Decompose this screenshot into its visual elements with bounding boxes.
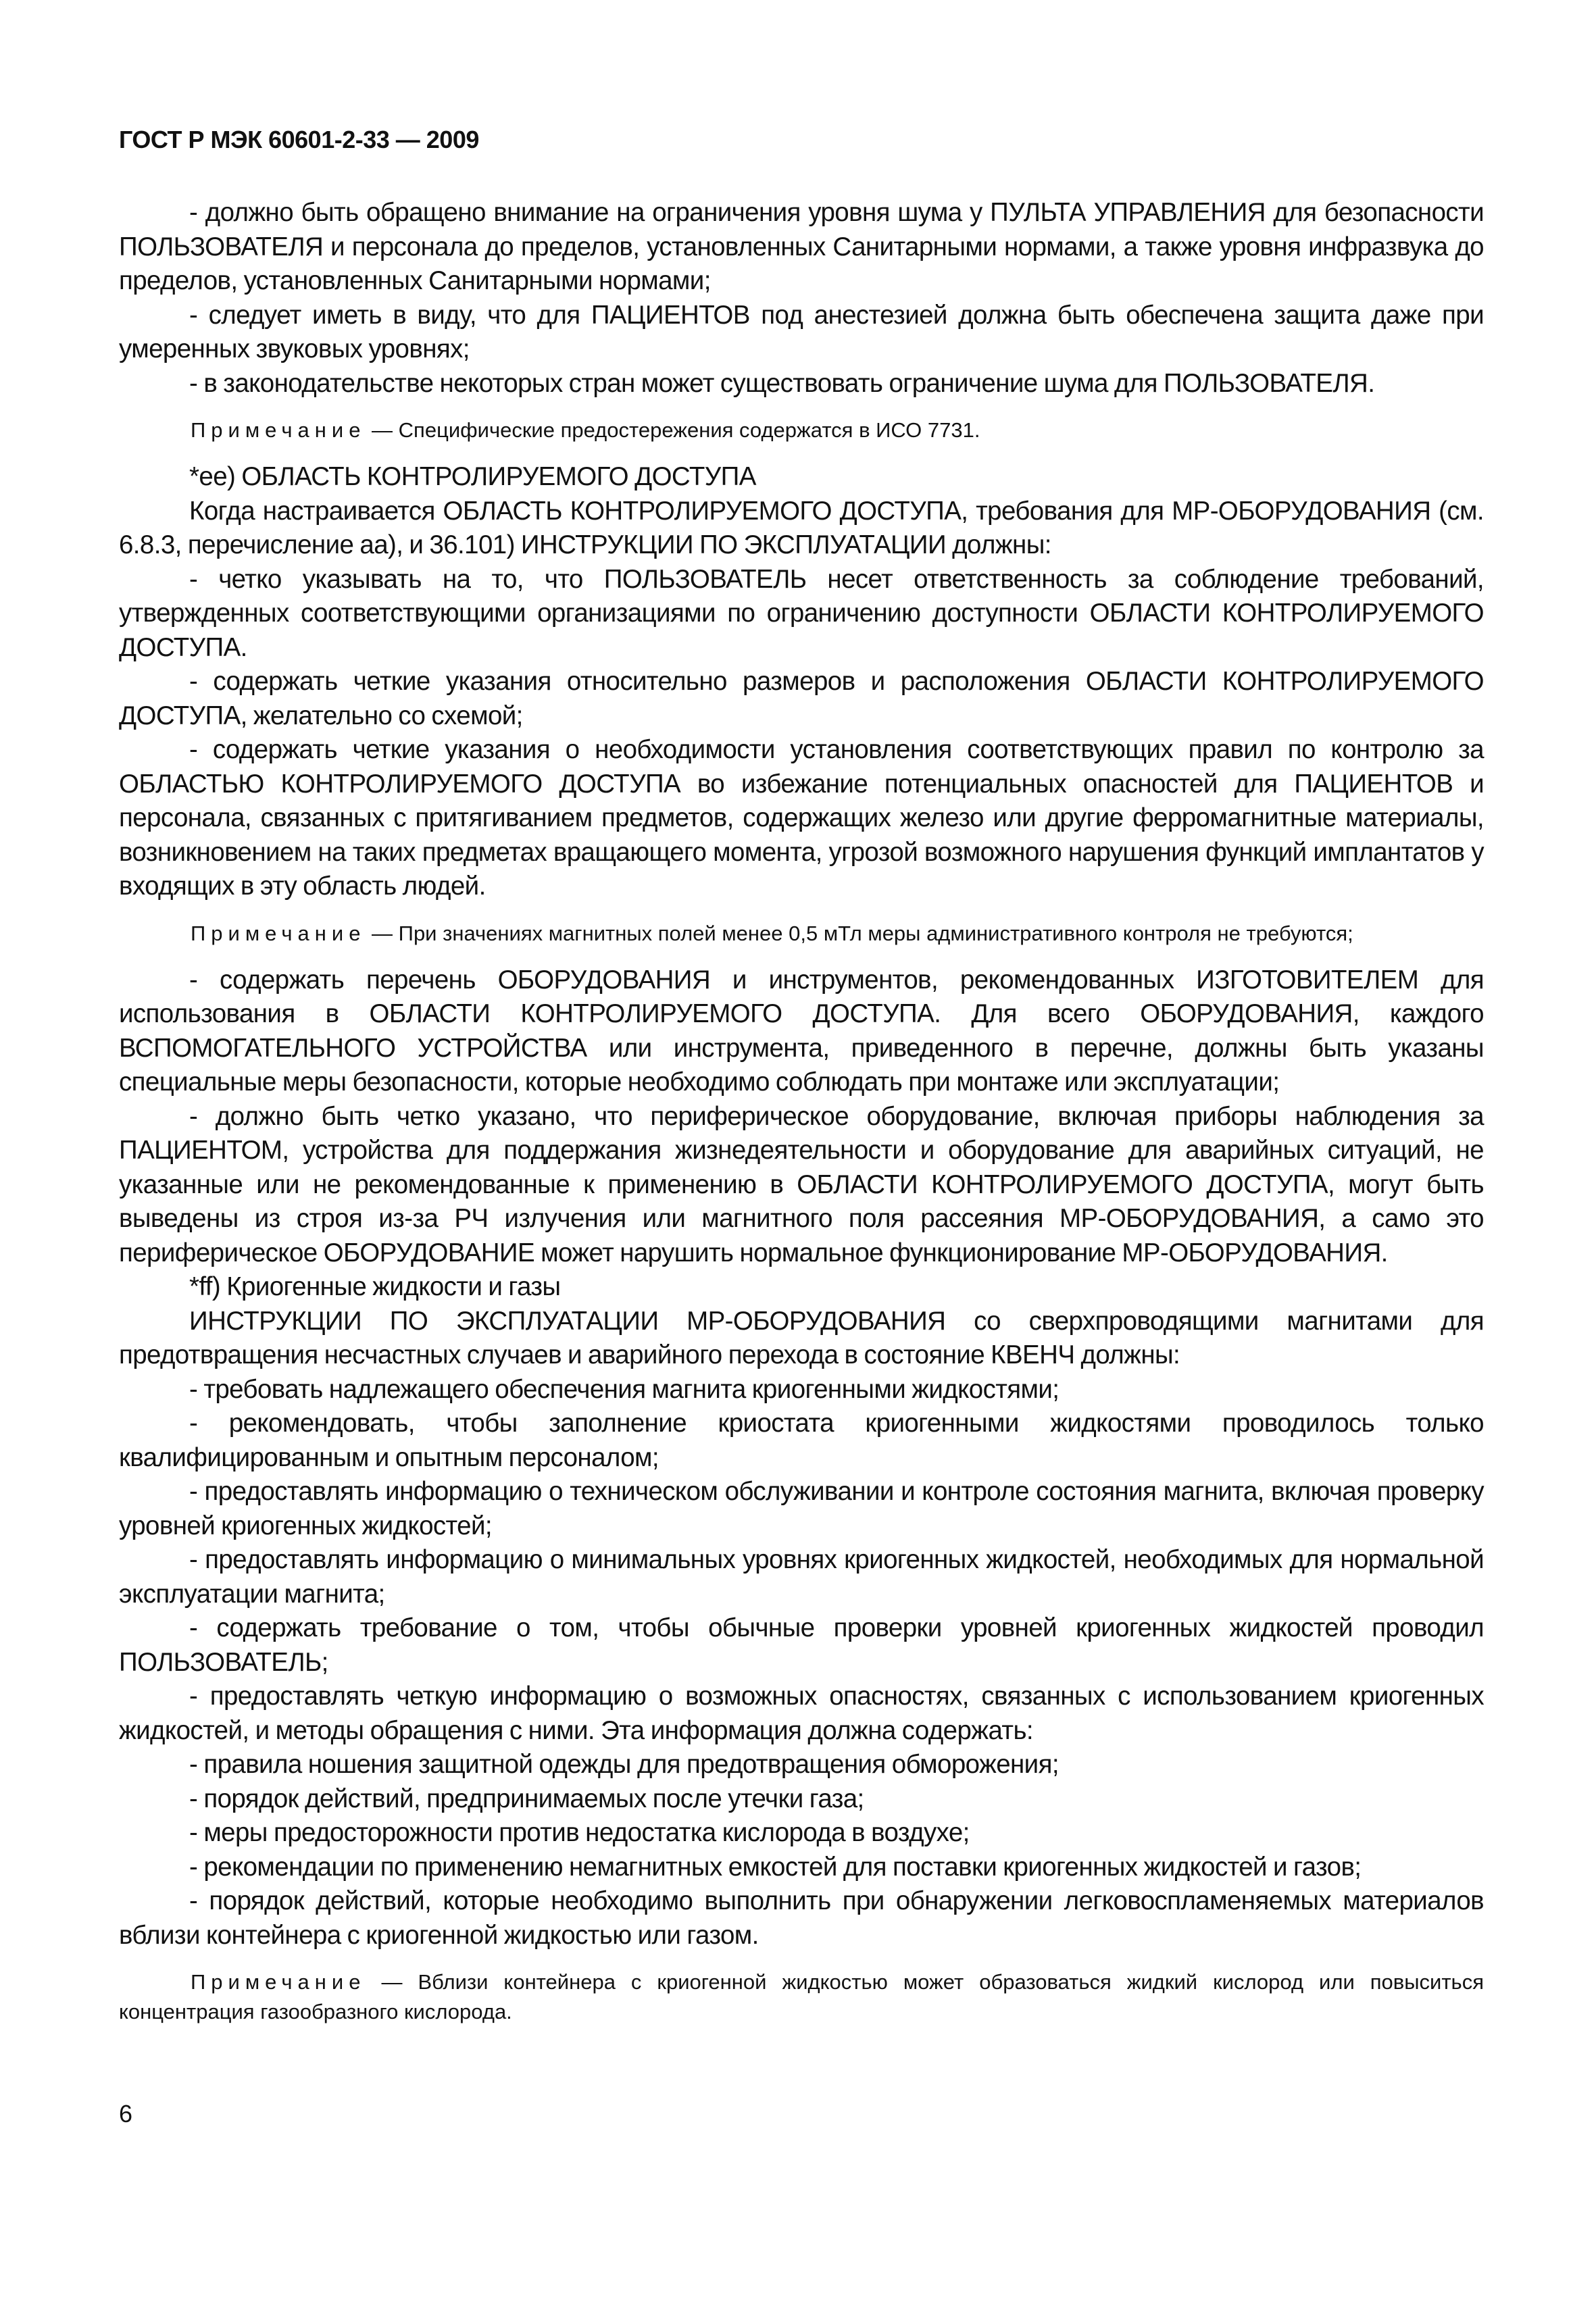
paragraph-equipment-list: - содержать перечень ОБОРУДОВАНИЯ и инструментов, рекомендованных ИЗГОТОВИТЕЛЕМ для использования в ОБЛАСТИ КОНТРОЛИРУЕМОГО ДОСТУПА. Для всего ОБОРУДОВАНИЯ, каждого ВСПОМОГАТЕЛЬНОГО УСТРОЙСТВА или инструмента, приведенного в перечне, должны быть указаны специальные меры безопасности, которые необходимо соблюдать при монтаже или эксплуатации; bbox=[119, 965, 1484, 1097]
paragraph-area-dimensions: - содержать четкие указания относительно размеров и расположения ОБЛАСТИ КОНТРОЛИРУЕМОГО ДОСТУПА, желательно со схемой; bbox=[119, 667, 1484, 730]
paragraph-user-checks: - содержать требование о том, чтобы обычные проверки уровней криогенных жидкостей проводил ПОЛЬЗОВАТЕЛЬ; bbox=[119, 1613, 1484, 1677]
paragraph-maintenance-info: - предоставлять информацию о техническом обслуживании и контроле состояния магнита, включая проверку уровней криогенных жидкостей; bbox=[119, 1477, 1484, 1540]
section-heading-ee: *ее) ОБЛАСТЬ КОНТРОЛИРУЕМОГО ДОСТУПА bbox=[189, 462, 756, 491]
note-label: Примечание bbox=[191, 1970, 366, 1994]
paragraph-access-rules: - содержать четкие указания о необходимости установления соответствующих правил по контролю за ОБЛАСТЬЮ КОНТРОЛИРУЕМОГО ДОСТУПА во избежание потенциальных опасностей для ПАЦИЕНТОВ и персонала, связанных с притягиванием предметов, содержащих железо или другие ферромагнитные материалы, возникновением на таких предметах вращающего момента, угрозой возможного нарушения функций имплантатов у входящих в эту область людей. bbox=[119, 735, 1484, 901]
paragraph-controlled-access-intro: Когда настраивается ОБЛАСТЬ КОНТРОЛИРУЕМОГО ДОСТУПА, требования для МР-ОБОРУДОВАНИЯ (см. 6.8.3, перечисление аа), и 36.101) ИНСТРУКЦИИ ПО ЭКСПЛУАТАЦИИ должны: bbox=[119, 496, 1484, 559]
list-item-flammable-materials: - порядок действий, которые необходимо выполнить при обнаружении легковоспламеняемых материалов вблизи контейнера с криогенной жидкостью или газом. bbox=[119, 1886, 1484, 1950]
note-iso-7731 bbox=[119, 416, 1484, 445]
note-label: Примечание bbox=[191, 418, 366, 442]
paragraph-cryogen-supply: - требовать надлежащего обеспечения магнита криогенными жидкостями; bbox=[189, 1374, 1059, 1404]
paragraph-instructions-intro: ИНСТРУКЦИИ ПО ЭКСПЛУАТАЦИИ МР-ОБОРУДОВАНИЯ со сверхпроводящими магнитами для предотвращения несчастных случаев и аварийного перехода в состояние КВЕНЧ должны: bbox=[119, 1306, 1484, 1369]
document-body bbox=[119, 196, 1484, 2027]
paragraph-anesthesia-protection: - следует иметь в виду, что для ПАЦИЕНТОВ под анестезией должна быть обеспечена защита даже при умеренных звуковых уровнях; bbox=[119, 300, 1484, 363]
note-text: — Вблизи контейнера с криогенной жидкостью может образоваться жидкий кислород или повыситься концентрация газообразного кислорода. bbox=[119, 1970, 1484, 2023]
paragraph-peripheral-equipment: - должно быть четко указано, что периферическое оборудование, включая приборы наблюдения за ПАЦИЕНТОМ, устройства для поддержания жизнедеятельности и оборудование для аварийных ситуаций, не указанные или не рекомендованные к применению в ОБЛАСТИ КОНТРОЛИРУЕМОГО ДОСТУПА, могут быть выведены из строя из-за РЧ излучения или магнитного поля рассеяния МР-ОБОРУДОВАНИЯ, а само это периферическое ОБОРУДОВАНИЕ может нарушить нормальное функционирование МР-ОБОРУДОВАНИЯ. bbox=[119, 1101, 1484, 1267]
document-page bbox=[119, 0, 1484, 2314]
paragraph-qualified-personnel: - рекомендовать, чтобы заполнение криостата криогенными жидкостями проводилось только квалифицированным и опытным персоналом; bbox=[119, 1409, 1484, 1472]
note-text: — Специфические предостережения содержатся в ИСО 7731. bbox=[366, 418, 980, 442]
page-number: 6 bbox=[119, 2100, 133, 2128]
paragraph-hazard-info: - предоставлять четкую информацию о возможных опасностях, связанных с использованием криогенных жидкостей, и методы обращения с ними. Эта информация должна содержать: bbox=[119, 1682, 1484, 1745]
note-text: — При значениях магнитных полей менее 0,5 мТл меры административного контроля не требуются; bbox=[366, 921, 1353, 945]
paragraph-minimum-levels: - предоставлять информацию о минимальных уровнях криогенных жидкостей, необходимых для нормальной эксплуатации магнита; bbox=[119, 1545, 1484, 1609]
list-item-protective-clothing: - правила ношения защитной одежды для предотвращения обморожения; bbox=[189, 1750, 1059, 1779]
note-liquid-oxygen bbox=[119, 1967, 1484, 2027]
list-item-nonmagnetic-containers: - рекомендации по применению немагнитных емкостей для поставки криогенных жидкостей и газов; bbox=[189, 1852, 1362, 1882]
paragraph-noise-control: - должно быть обращено внимание на ограничения уровня шума у ПУЛЬТА УПРАВЛЕНИЯ для безопасности ПОЛЬЗОВАТЕЛЯ и персонала до пределов, установленных Санитарными нормами, а также уровня инфразвука до пределов, установленных Санитарными нормами; bbox=[119, 198, 1484, 295]
section-heading-ff: *ff) Криогенные жидкости и газы bbox=[189, 1272, 561, 1301]
note-label: Примечание bbox=[191, 921, 366, 945]
paragraph-user-noise-limit: - в законодательстве некоторых стран может существовать ограничение шума для ПОЛЬЗОВАТЕЛЯ. bbox=[189, 368, 1375, 398]
list-item-gas-leak: - порядок действий, предпринимаемых после утечки газа; bbox=[189, 1784, 864, 1813]
note-magnetic-fields bbox=[119, 919, 1484, 949]
list-item-oxygen-deficiency: - меры предосторожности против недостатка кислорода в воздухе; bbox=[189, 1818, 970, 1847]
document-header: ГОСТ Р МЭК 60601-2-33 — 2009 bbox=[119, 126, 479, 153]
paragraph-user-responsibility: - четко указывать на то, что ПОЛЬЗОВАТЕЛЬ несет ответственность за соблюдение требований, утвержденных соответствующими организациями по ограничению доступности ОБЛАСТИ КОНТРОЛИРУЕМОГО ДОСТУПА. bbox=[119, 564, 1484, 662]
